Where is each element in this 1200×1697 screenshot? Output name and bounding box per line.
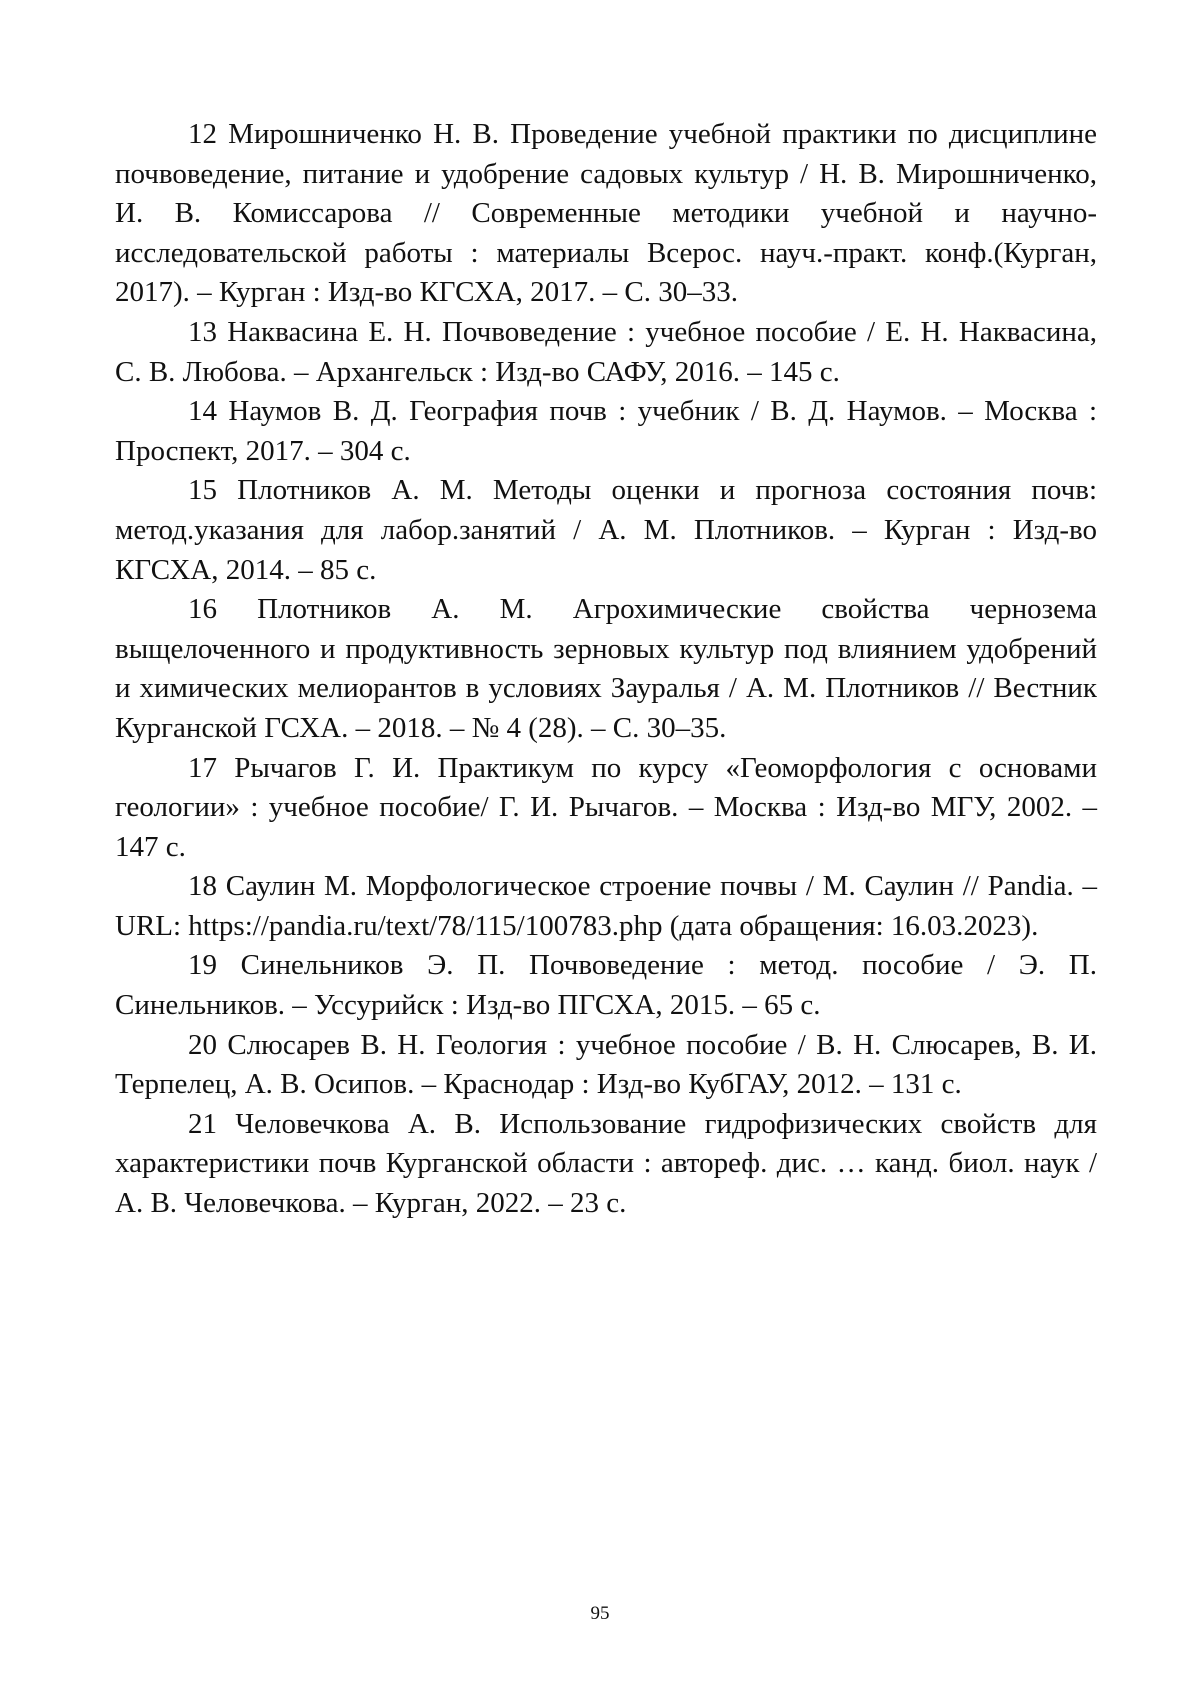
reference-number: 18 xyxy=(188,870,217,903)
reference-item xyxy=(115,471,1097,590)
reference-item xyxy=(115,590,1097,748)
reference-number: 20 xyxy=(188,1028,217,1061)
reference-text: Саулин М. Морфологическое строение почвы / М. Саулин // Pandia. – URL: https://pandia.ru/text/78/115/100783.php (дата обращения: 16.03.2023). xyxy=(115,870,1098,942)
reference-text: Человечкова А. В. Использование гидрофизических свойств для характеристики почв Курганской области : автореф. дис. … канд. биол. наук / А. В. Человечкова. – Курган, 2022. – 23 с. xyxy=(115,1107,1097,1220)
reference-number: 17 xyxy=(188,751,217,784)
reference-text: Синельников Э. П. Почвоведение : метод. пособие / Э. П. Синельников. – Уссурийск : Изд-во ПГСХА, 2015. – 65 с. xyxy=(115,949,1098,1022)
reference-item xyxy=(115,392,1097,471)
reference-text: Наумов В. Д. География почв : учебник / В. Д. Наумов. – Москва : Проспект, 2017. – 304 с. xyxy=(115,395,1097,467)
reference-text: Слюсарев В. Н. Геология : учебное пособие / В. Н. Слюсарев, В. И. Терпелец, А. В. Осипов. – Краснодар : Изд-во КубГАУ, 2012. – 131 с. xyxy=(115,1028,1098,1101)
reference-item xyxy=(115,1026,1097,1105)
page-number: 95 xyxy=(590,1603,610,1624)
reference-number: 19 xyxy=(188,949,217,982)
reference-number: 12 xyxy=(188,118,217,150)
reference-number: 16 xyxy=(188,593,217,626)
reference-text: Наквасина Е. Н. Почвоведение : учебное пособие / Е. Н. Наквасина, С. В. Любова. – Архангельск : Изд-во САФУ, 2016. – 145 с. xyxy=(115,315,1098,388)
reference-item xyxy=(115,946,1097,1025)
reference-text: Плотников А. М. Методы оценки и прогноза состояния почв: метод.указания для лабор.занятий / А. М. Плотников. – Курган : Изд-во КГСХА, 2014. – 85 с. xyxy=(115,474,1098,586)
reference-number: 21 xyxy=(188,1107,217,1140)
reference-item xyxy=(115,1105,1097,1224)
reference-text: Плотников А. М. Агрохимические свойства чернозема выщелоченного и продуктивность зерновых культур под влиянием удобрений и химических мелиорантов в условиях Зауралья / А. М. Плотников // Вестник Курганской ГСХА. – 2018. – № 4 (28). – С. 30–35. xyxy=(115,593,1097,744)
reference-number: 14 xyxy=(188,395,217,428)
reference-item xyxy=(115,115,1097,313)
reference-item xyxy=(115,313,1097,392)
reference-list xyxy=(115,115,1097,1224)
reference-text: Рычагов Г. И. Практикум по курсу «Геоморфология с основами геологии» : учебное пособие/ Г. И. Рычагов. – Москва : Изд-во МГУ, 2002. – 147 с. xyxy=(115,751,1097,863)
reference-number: 15 xyxy=(188,474,217,507)
reference-item xyxy=(115,867,1097,946)
reference-number: 13 xyxy=(188,315,217,348)
reference-text: Мирошниченко Н. В. Проведение учебной практики по дисциплине почвоведение, питание и удобрение садовых культур / Н. В. Мирошниченко, И. В. Комиссарова // Современные методики учебной и научно-исследовательской работы : материалы Всерос. науч.-практ. конф.(Курган, 2017). – Курган : Изд-во КГСХА, 2017. – С. 30–33. xyxy=(115,118,1097,309)
reference-item xyxy=(115,749,1097,868)
